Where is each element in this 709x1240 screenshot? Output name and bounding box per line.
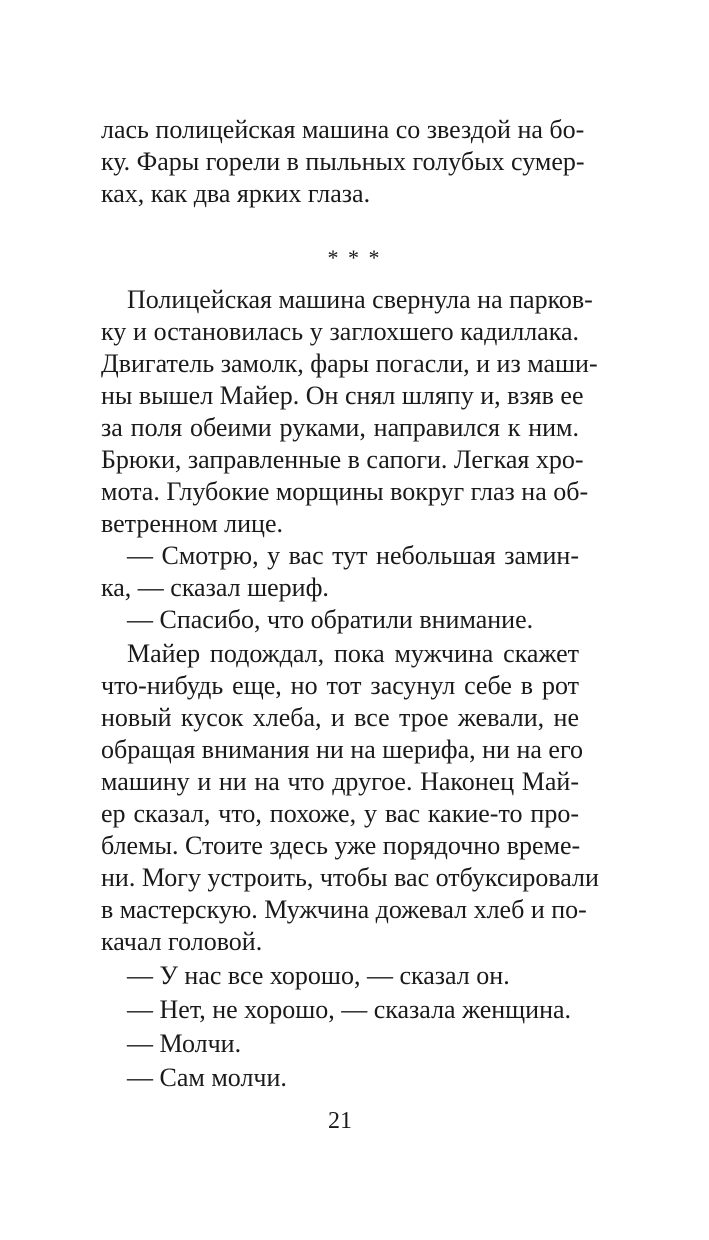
text-line: за поля обеими руками, направился к ним. [101,413,579,442]
dialogue-line: ка, — сказал шериф. [101,573,329,602]
text-line: блемы. Стоите здесь уже порядочно време- [101,831,581,860]
dialogue-line: — Смотрю, у вас тут небольшая замин- [127,541,579,570]
dialogue-line: — Нет, не хорошо, — сказала женщина. [127,995,572,1024]
dialogue-line: — У нас все хорошо, — сказал он. [127,961,510,990]
text-line: лась полицейская машина со звездой на бо- [101,115,585,144]
text-line: Майер подождал, пока мужчина скажет [127,639,579,668]
dialogue-line: — Спасибо, что обратили внимание. [127,605,534,634]
text-line: ку и остановилась у заглохшего кадиллака. [101,317,579,346]
text-line: обращая внимания ни на шерифа, ни на его [101,735,583,764]
dialogue-line: — Молчи. [127,1029,242,1058]
dialogue-line: — Сам молчи. [127,1063,287,1092]
text-line: ер сказал, что, похоже, у вас какие-то про- [101,799,579,828]
text-line: ках, как два ярких глаза. [101,179,371,208]
text-line: Двигатель замолк, фары погасли, и из маши- [101,349,598,378]
text-line: что-нибудь еще, но тот засунул себе в рот [101,671,579,700]
text-line: ни. Могу устроить, чтобы вас отбуксировали [101,863,599,892]
text-line: мота. Глубокие морщины вокруг глаз на об- [101,477,589,506]
text-line: качал головой. [101,927,263,956]
text-line: Полицейская машина свернула на парков- [127,285,593,314]
text-line: Брюки, заправленные в сапоги. Легкая хро- [101,445,584,474]
text-line: ны вышел Майер. Он снял шляпу и, взяв ее [101,381,584,410]
text-line: новый кусок хлеба, и все трое жевали, не [101,703,579,732]
section-separator: * * * [327,245,382,270]
text-line: в мастерскую. Мужчина дожевал хлеб и по- [101,895,587,924]
text-line: ветренном лице. [101,509,284,538]
page-number: 21 [328,1108,352,1134]
text-line: машину и ни на что другое. Наконец Май- [101,767,579,796]
text-line: ку. Фары горели в пыльных голубых сумер- [101,147,585,176]
